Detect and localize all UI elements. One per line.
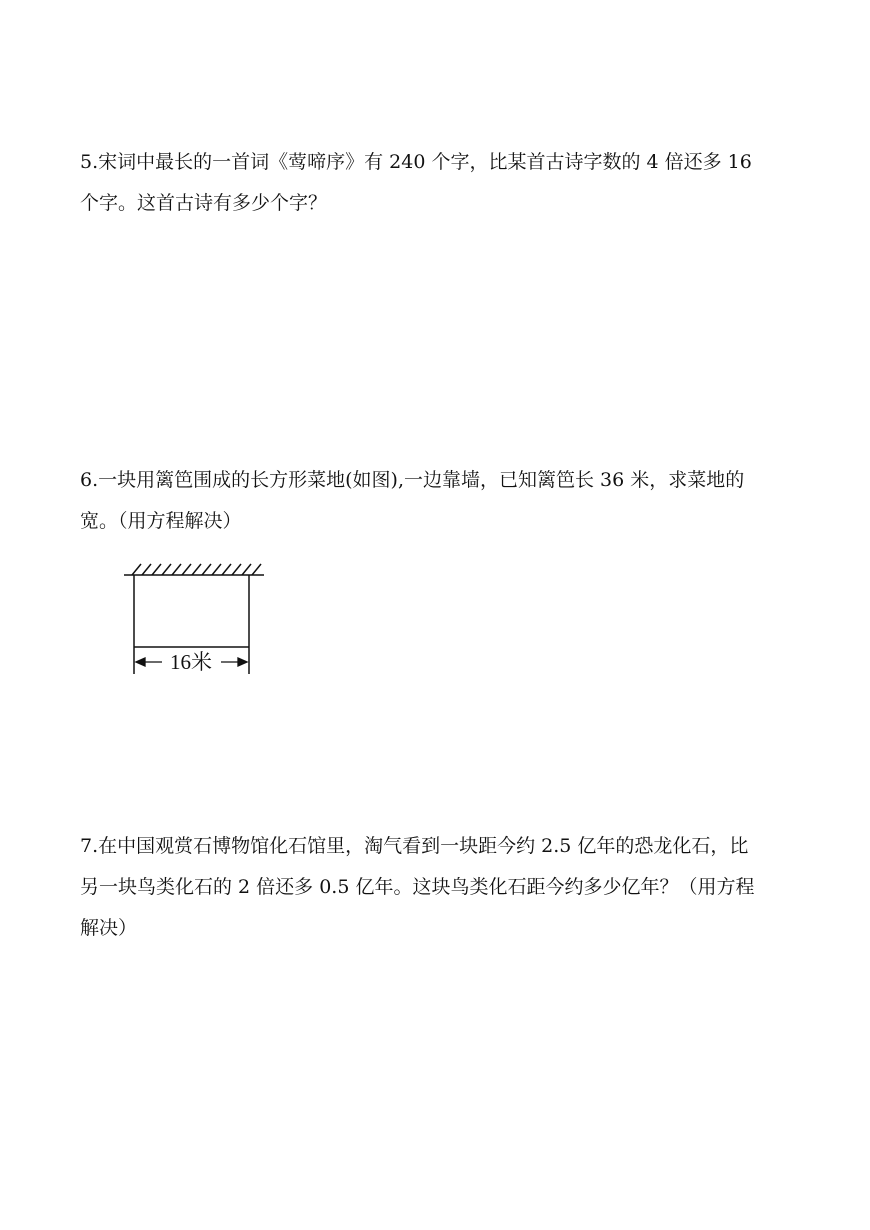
problem-7-line-2: 另一块鸟类化石的 2 倍还多 0.5 亿年。这块鸟类化石距今约多少亿年？（用方程 xyxy=(80,876,755,898)
problem-5 xyxy=(80,142,796,224)
problem-7-line-3: 解决） xyxy=(80,917,138,939)
problem-6-line-2: 宽。（用方程解决） xyxy=(80,510,242,532)
problem-5-line-2: 个字。这首古诗有多少个字？ xyxy=(80,192,328,214)
wall-hatching xyxy=(124,564,264,575)
problem-7 xyxy=(80,826,796,949)
problem-7-line-1: 7.在中国观赏石博物馆化石馆里，淘气看到一块距今约 2.5 亿年的恐龙化石，比 xyxy=(80,835,749,857)
problem-5-line-1: 5.宋词中最长的一首词《莺啼序》有 240 个字，比某首古诗字数的 4 倍还多 16 xyxy=(80,151,752,173)
problem-6-line-1: 6.一块用篱笆围成的长方形菜地(如图),一边靠墙，已知篱笆长 36 米，求菜地的 xyxy=(80,469,745,491)
problem-6 xyxy=(80,460,796,542)
garden-fence-diagram xyxy=(118,558,268,680)
dimension-label: 16米 xyxy=(170,650,212,674)
